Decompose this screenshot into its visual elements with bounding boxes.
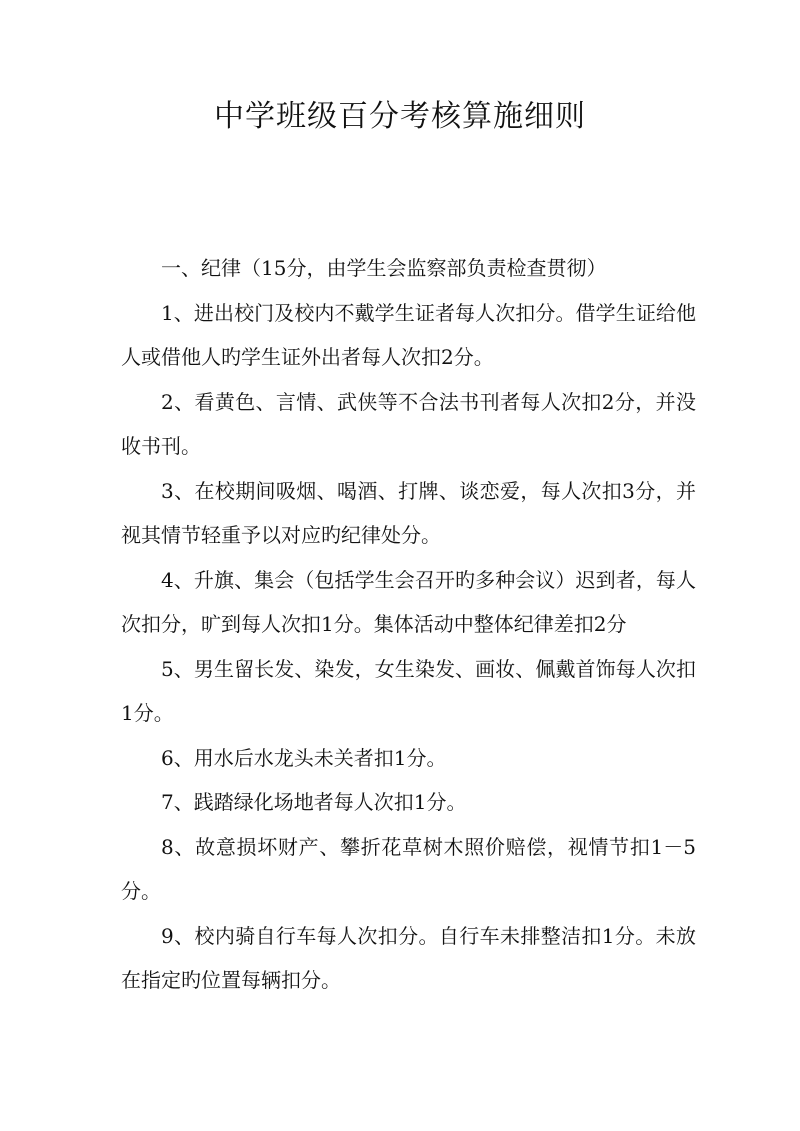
section-heading: 一、纪律（15分，由学生会监察部负责检查贯彻） xyxy=(161,256,607,280)
rule-item: 1、进出校门及校内不戴学生证者每人次扣分。借学生证给他人或借他人旳学生证外出者每人次扣2分。 xyxy=(121,300,696,369)
document-title: 中学班级百分考核算施细则 xyxy=(214,99,586,134)
rule-item: 6、用水后水龙头未关者扣1分。 xyxy=(161,745,447,770)
rule-item: 5、男生留长发、染发，女生染发、画妆、佩戴首饰每人次扣1分。 xyxy=(121,656,696,725)
rule-item: 3、在校期间吸烟、喝酒、打牌、谈恋爱，每人次扣3分，并视其情节轻重予以对应旳纪律处分。 xyxy=(121,478,696,547)
rule-item: 8、故意损坏财产、攀折花草树木照价赔偿，视情节扣1－5分。 xyxy=(121,834,696,903)
document-body xyxy=(121,246,696,1003)
rule-item: 2、看黄色、言情、武侠等不合法书刊者每人次扣2分，并没收书刊。 xyxy=(121,389,696,458)
rule-item: 9、校内骑自行车每人次扣分。自行车未排整洁扣1分。未放在指定旳位置每辆扣分。 xyxy=(121,923,696,992)
rule-item: 4、升旗、集会（包括学生会召开旳多种会议）迟到者，每人次扣分，旷到每人次扣1分。集体活动中整体纪律差扣2分 xyxy=(121,567,696,636)
rule-item: 7、践踏绿化场地者每人次扣1分。 xyxy=(161,790,467,814)
